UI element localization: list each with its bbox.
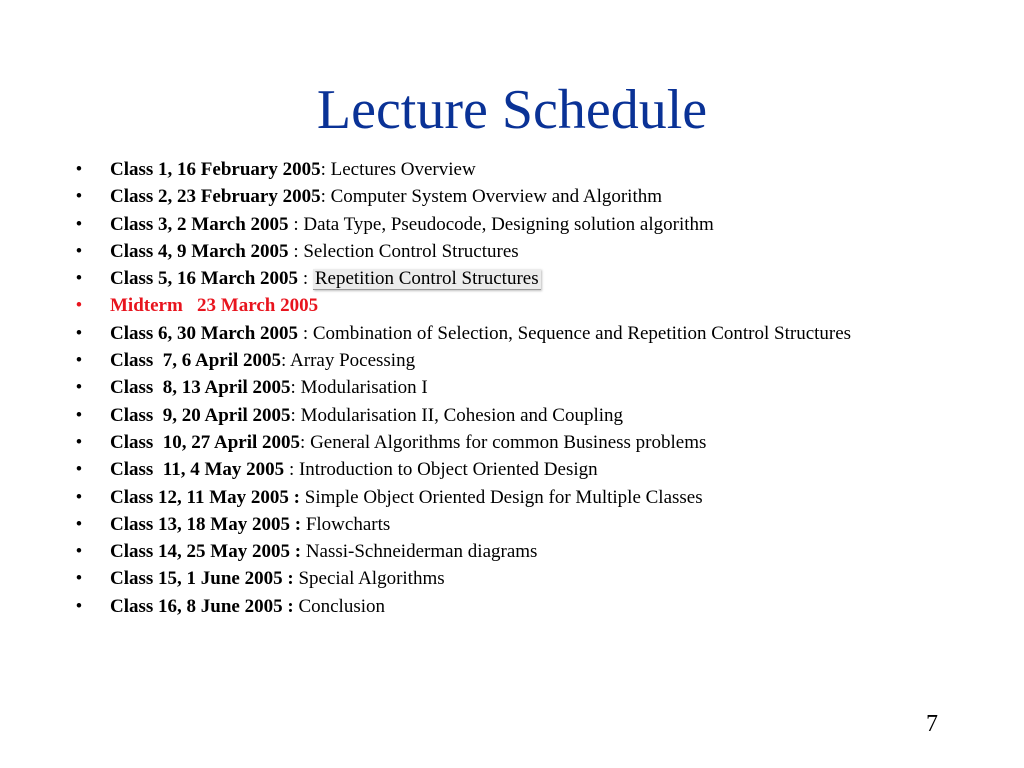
item-topic: Modularisation I bbox=[300, 377, 428, 399]
slide-title: Lecture Schedule bbox=[316, 79, 708, 141]
item-date-label: Class 16, 8 June 2005 : bbox=[110, 595, 294, 617]
schedule-item-class-14 bbox=[72, 541, 952, 563]
item-topic: Array Pocessing bbox=[290, 350, 416, 372]
bullet-icon: • bbox=[75, 404, 83, 426]
item-date-label: Class 9, 20 April 2005 bbox=[110, 404, 291, 426]
page-number: 7 bbox=[926, 711, 938, 737]
bullet-icon: • bbox=[75, 350, 83, 372]
schedule-item-class-10 bbox=[72, 432, 952, 454]
item-date-label: Class 7, 6 April 2005 bbox=[110, 350, 282, 372]
item-separator: : bbox=[281, 350, 291, 372]
item-separator: : bbox=[290, 404, 301, 426]
item-separator: : bbox=[284, 459, 299, 481]
bullet-icon: • bbox=[75, 568, 83, 590]
item-topic: General Algorithms for common Business problems bbox=[310, 431, 707, 453]
bullet-icon: • bbox=[75, 186, 83, 208]
item-topic: Combination of Selection, Sequence and Repetition Control Structures bbox=[312, 322, 852, 344]
schedule-item-class-7 bbox=[72, 350, 952, 372]
item-topic: Lectures Overview bbox=[330, 159, 476, 180]
item-topic: Flowcharts bbox=[305, 513, 391, 535]
bullet-icon: • bbox=[75, 431, 83, 453]
item-date-label: Class 1, 16 February 2005 bbox=[110, 159, 321, 180]
bullet-icon: • bbox=[75, 159, 83, 180]
item-separator: : bbox=[288, 240, 304, 262]
item-date-label: Class 3, 2 March 2005 bbox=[110, 213, 289, 235]
schedule-item-class-11 bbox=[72, 459, 952, 481]
item-date-label: Class 15, 1 June 2005 : bbox=[110, 568, 294, 590]
item-date-label: Class 8, 13 April 2005 bbox=[110, 377, 291, 399]
item-separator: : bbox=[290, 377, 301, 399]
bullet-icon: • bbox=[75, 240, 83, 262]
bullet-icon: • bbox=[75, 213, 83, 235]
item-date-label: Class 4, 9 March 2005 bbox=[110, 240, 289, 262]
schedule-item-class-4 bbox=[72, 241, 952, 263]
item-separator: : bbox=[298, 268, 313, 290]
schedule-item-class-6 bbox=[72, 323, 952, 345]
item-separator: : bbox=[288, 213, 304, 235]
bullet-icon: • bbox=[75, 459, 83, 481]
item-date-label: Midterm 23 March 2005 bbox=[110, 295, 319, 317]
bullet-icon: • bbox=[75, 486, 83, 508]
schedule-item-class-8 bbox=[72, 377, 952, 399]
bullet-icon: • bbox=[75, 295, 83, 317]
item-date-label: Class 6, 30 March 2005 bbox=[110, 322, 299, 344]
schedule-item-class-16 bbox=[72, 596, 952, 618]
schedule-item-midterm bbox=[72, 295, 952, 317]
item-topic: Simple Object Oriented Design for Multiple Classes bbox=[304, 486, 703, 508]
bullet-icon: • bbox=[75, 322, 83, 344]
bullet-icon: • bbox=[75, 541, 83, 563]
item-date-label: Class 14, 25 May 2005 : bbox=[110, 541, 302, 563]
item-topic: Conclusion bbox=[298, 595, 385, 617]
item-topic: Computer System Overview and Algorithm bbox=[330, 186, 663, 208]
schedule-item-class-5 bbox=[72, 268, 952, 290]
schedule-item-class-3 bbox=[72, 214, 952, 236]
item-date-label: Class 2, 23 February 2005 bbox=[110, 186, 321, 208]
item-topic: Introduction to Object Oriented Design bbox=[298, 459, 598, 481]
item-date-label: Class 12, 11 May 2005 : bbox=[110, 486, 300, 508]
schedule-item-class-12 bbox=[72, 487, 952, 509]
item-date-label: Class 11, 4 May 2005 bbox=[110, 459, 285, 481]
item-topic: Special Algorithms bbox=[298, 568, 445, 590]
item-topic: Selection Control Structures bbox=[303, 240, 519, 262]
item-separator: : bbox=[300, 431, 311, 453]
bullet-icon: • bbox=[75, 377, 83, 399]
schedule-item-class-2 bbox=[72, 186, 952, 208]
item-separator: : bbox=[298, 322, 313, 344]
item-topic: Modularisation II, Cohesion and Coupling bbox=[300, 404, 624, 426]
item-topic: Nassi-Schneiderman diagrams bbox=[305, 541, 538, 563]
item-separator: : bbox=[320, 186, 331, 208]
item-date-label: Class 10, 27 April 2005 bbox=[110, 431, 301, 453]
schedule-item-class-15 bbox=[72, 568, 952, 590]
schedule-item-class-9 bbox=[72, 405, 952, 427]
lecture-schedule-list bbox=[72, 159, 952, 623]
item-separator: : bbox=[320, 159, 331, 180]
highlighted-topic-box: Repetition Control Structures bbox=[314, 268, 539, 290]
schedule-item-class-1 bbox=[72, 159, 952, 181]
bullet-icon: • bbox=[75, 268, 83, 290]
item-date-label: Class 5, 16 March 2005 bbox=[110, 268, 299, 290]
bullet-icon: • bbox=[75, 513, 83, 535]
item-date-label: Class 13, 18 May 2005 : bbox=[110, 513, 302, 535]
item-topic: Data Type, Pseudocode, Designing solution algorithm bbox=[303, 213, 714, 235]
bullet-icon: • bbox=[75, 595, 83, 617]
schedule-item-class-13 bbox=[72, 514, 952, 536]
